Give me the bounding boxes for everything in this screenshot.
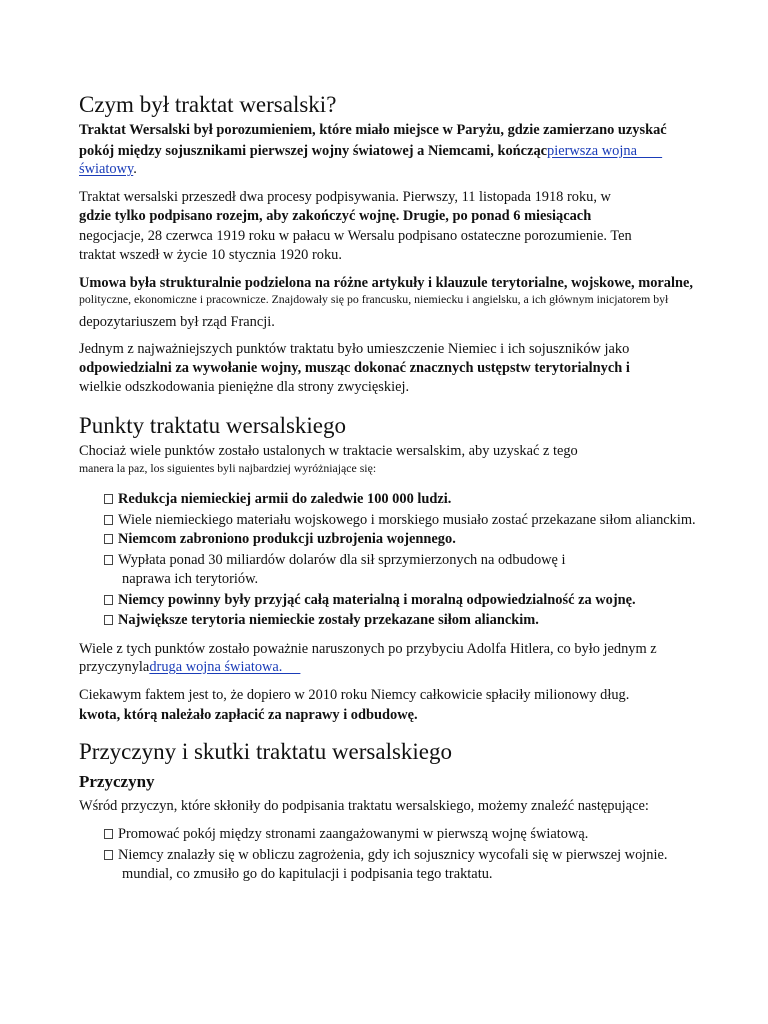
bullet-box-icon	[104, 850, 113, 860]
list-item-6	[104, 613, 539, 627]
list-item-4	[104, 553, 566, 567]
list-item-text: Niemcom zabroniono produkcji uzbrojenia wojennego.	[118, 531, 456, 547]
p2-line-4: traktat wszedł w życie 10 stycznia 1920 roku.	[79, 247, 342, 263]
list-item-text: Redukcja niemieckiej armii do zaledwie 100 000 ludzi.	[118, 491, 452, 507]
p2-line-3: negocjacje, 28 czerwca 1919 roku w pałacu w Wersalu podpisano ostateczne porozumienie. Ten	[79, 228, 632, 244]
list-item-4-cont: naprawa ich terytoriów.	[122, 571, 259, 587]
cause-item-2-cont: mundial, co zmusiło go do kapitulacji i podpisania tego traktatu.	[122, 866, 493, 882]
link-first-world-war-cont[interactable]: światowy	[79, 161, 134, 177]
cause-item-1	[104, 827, 588, 841]
list-item-text: Wypłata ponad 30 miliardów dolarów dla sił sprzymierzonych na odbudowę i	[118, 552, 566, 568]
section-title-points: Punkty traktatu wersalskiego	[79, 413, 347, 438]
section-title-causes-effects: Przyczyny i skutki traktatu wersalskiego	[79, 739, 453, 764]
p8-line: Wśród przyczyn, które skłoniły do podpisania traktatu wersalskiego, możemy znaleźć następujące:	[79, 798, 649, 814]
list-item-text: Największe terytoria niemieckie zostały przekazane siłom alianckim.	[118, 612, 539, 628]
p3-line-3: depozytariuszem był rząd Francji.	[79, 314, 275, 330]
link-first-world-war[interactable]: pierwsza wojna	[547, 143, 663, 159]
bullet-box-icon	[104, 534, 113, 544]
p3-line-2: polityczne, ekonomiczne i pracownicze. Znajdowały się po francusku, niemiecku i angielsku, a ich głównym inicjatorem był	[79, 292, 669, 306]
list-item-text: Promować pokój między stronami zaangażowanymi w pierwszą wojnę światową.	[118, 826, 589, 842]
page-title: Czym był traktat wersalski?	[79, 92, 337, 117]
list-item-text: Niemcy powinny były przyjąć całą materialną i moralną odpowiedzialność za wojnę.	[118, 592, 636, 608]
bullet-box-icon	[104, 555, 113, 565]
cause-item-2	[104, 848, 667, 862]
link-second-world-war[interactable]: druga wojna światowa.	[149, 659, 301, 675]
list-item-text: Wiele niemieckiego materiału wojskowego i morskiego musiało zostać przekazane siłom alianckim.	[118, 512, 696, 528]
p4-line-2: odpowiedzialni za wywołanie wojny, musząc dokonać znacznych ustępstw terytorialnych i	[79, 360, 630, 376]
p5-line-2: manera la paz, los siguientes byli najbardziej wyróżniające się:	[79, 461, 377, 475]
p2-line-1: Traktat wersalski przeszedł dwa procesy podpisywania. Pierwszy, 11 listopada 1918 roku, w	[79, 189, 611, 205]
intro-period: .	[133, 161, 137, 177]
p4-line-3: wielkie odszkodowania pieniężne dla strony zwycięskiej.	[79, 379, 410, 395]
p5-line-1: Chociaż wiele punktów zostało ustalonych w traktacie wersalskim, aby uzyskać z tego	[79, 443, 578, 459]
intro-line-3	[79, 162, 137, 176]
bullet-box-icon	[104, 829, 113, 839]
p7-line-2: kwota, którą należało zapłacić za naprawy i odbudowę.	[79, 707, 418, 723]
p4-line-1: Jednym z najważniejszych punktów traktatu było umieszczenie Niemiec i ich sojuszników jako	[79, 341, 630, 357]
p6-line-2-text: przyczynyla	[79, 659, 150, 675]
bullet-box-icon	[104, 515, 113, 525]
list-item-text: Niemcy znalazły się w obliczu zagrożenia, gdy ich sojusznicy wycofali się w pierwszej wojnie.	[118, 847, 668, 863]
bullet-box-icon	[104, 615, 113, 625]
p2-line-2: gdzie tylko podpisano rozejm, aby zakończyć wojnę. Drugie, po ponad 6 miesiącach	[79, 208, 592, 224]
bullet-box-icon	[104, 595, 113, 605]
p3-line-1: Umowa była strukturalnie podzielona na różne artykuły i klauzule terytorialne, wojskowe, moralne,	[79, 275, 693, 291]
bullet-box-icon	[104, 494, 113, 504]
p6-line-2	[79, 660, 300, 674]
list-item-1	[104, 492, 451, 506]
subsection-title-causes: Przyczyny	[79, 772, 155, 791]
p7-line-1: Ciekawym faktem jest to, że dopiero w 2010 roku Niemcy całkowicie spłaciły milionowy dług.	[79, 687, 630, 703]
intro-line-2-text: pokój między sojusznikami pierwszej wojny światowej a Niemcami, kończąc	[79, 143, 548, 159]
intro-line-1: Traktat Wersalski był porozumieniem, które miało miejsce w Paryżu, gdzie zamierzano uzyskać	[79, 122, 667, 138]
list-item-5	[104, 593, 636, 607]
intro-line-2	[79, 144, 662, 158]
p6-line-1: Wiele z tych punktów zostało poważnie naruszonych po przybyciu Adolfa Hitlera, co było jednym z	[79, 641, 657, 657]
list-item-3	[104, 532, 456, 546]
list-item-2	[104, 513, 696, 527]
